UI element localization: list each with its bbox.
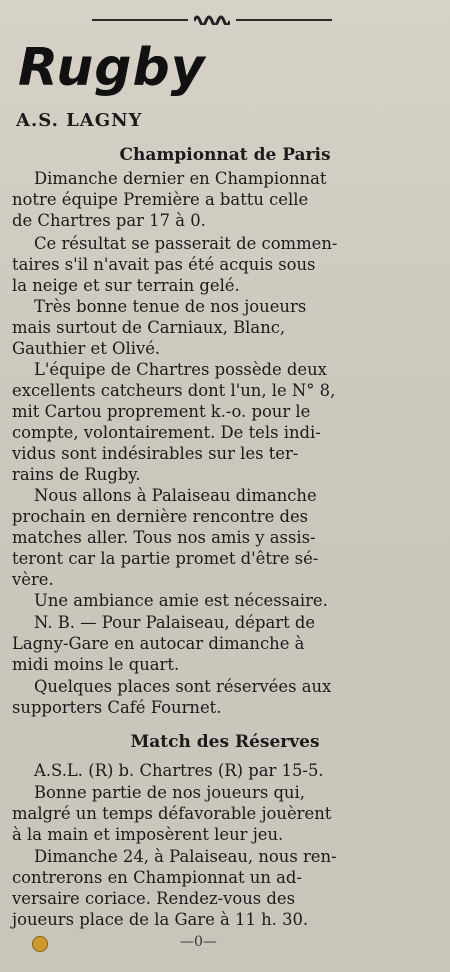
article-title: Rugby (18, 38, 206, 98)
text-line: contrerons en Championnat un ad- (12, 868, 302, 887)
paragraph-next-match (12, 846, 412, 930)
text-line: N. B. — Pour Palaiseau, départ de (34, 613, 316, 632)
text-line: malgré un temps défavorable jouèrent (12, 804, 332, 823)
text-line: Lagny-Gare en autocar dimanche à (12, 634, 305, 653)
text-line: joueurs place de la Gare à 11 h. 30. (12, 910, 309, 929)
text-line: taires s'il n'avait pas été acquis sous (12, 255, 316, 274)
text-line: Dimanche 24, à Palaiseau, nous ren- (34, 847, 337, 866)
text-line: Dimanche dernier en Championnat (34, 169, 327, 188)
text-line: Gauthier et Olivé. (12, 339, 161, 358)
paragraph-reserves-play (12, 782, 412, 845)
text-line: à la main et imposèrent leur jeu. (12, 825, 284, 844)
club-name: A.S. LAGNY (16, 110, 143, 131)
text-line: Très bonne tenue de nos joueurs (34, 297, 307, 316)
text-line: midi moins le quart. (12, 655, 180, 674)
paragraph-nb (12, 612, 412, 675)
text-line: mais surtout de Carniaux, Blanc, (12, 318, 286, 337)
text-line: vidus sont indésirables sur les ter- (12, 444, 299, 463)
section-heading-reserves: Match des Réserves (130, 732, 320, 752)
paragraph-ambiance (12, 590, 412, 611)
text-line: Nous allons à Palaiseau dimanche (34, 486, 317, 505)
text-line: Une ambiance amie est nécessaire. (34, 591, 328, 610)
text-line: versaire coriace. Rendez-vous des (12, 889, 296, 908)
rule-left (92, 19, 188, 21)
text-line: la neige et sur terrain gelé. (12, 276, 240, 295)
text-line: rains de Rugby. (12, 465, 141, 484)
section-heading-championnat: Championnat de Paris (119, 145, 331, 165)
wave-ornament-icon (194, 13, 230, 25)
paragraph-comment (12, 233, 412, 296)
text-line: notre équipe Première a battu celle (12, 190, 309, 209)
text-line: matches aller. Tous nos amis y assis- (12, 528, 316, 547)
paragraph-reserves-score (12, 760, 412, 781)
paragraph-result (12, 168, 412, 231)
text-line: excellents catcheurs dont l'un, le N° 8, (12, 381, 336, 400)
rule-right (236, 19, 332, 21)
text-line: teront car la partie promet d'être sé- (12, 549, 319, 568)
stamp-dot-icon (32, 936, 48, 952)
text-line: L'équipe de Chartres possède deux (34, 360, 327, 379)
top-ornament-rule (92, 13, 332, 25)
text-line: compte, volontairement. De tels indi- (12, 423, 321, 442)
paragraph-players (12, 296, 412, 359)
paragraph-palaiseau (12, 485, 412, 590)
paragraph-chartres-team (12, 359, 412, 485)
text-line: vère. (12, 570, 54, 589)
text-line: prochain en dernière rencontre des (12, 507, 309, 526)
text-line: Bonne partie de nos joueurs qui, (34, 783, 305, 802)
text-line: Ce résultat se passerait de commen- (34, 234, 338, 253)
text-line: A.S.L. (R) b. Chartres (R) par 15-5. (34, 761, 324, 780)
end-mark: —0— (180, 934, 217, 950)
paragraph-places (12, 676, 412, 718)
text-line: mit Cartou proprement k.-o. pour le (12, 402, 311, 421)
text-line: supporters Café Fournet. (12, 698, 222, 717)
text-line: de Chartres par 17 à 0. (12, 211, 206, 230)
text-line: Quelques places sont réservées aux (34, 677, 332, 696)
